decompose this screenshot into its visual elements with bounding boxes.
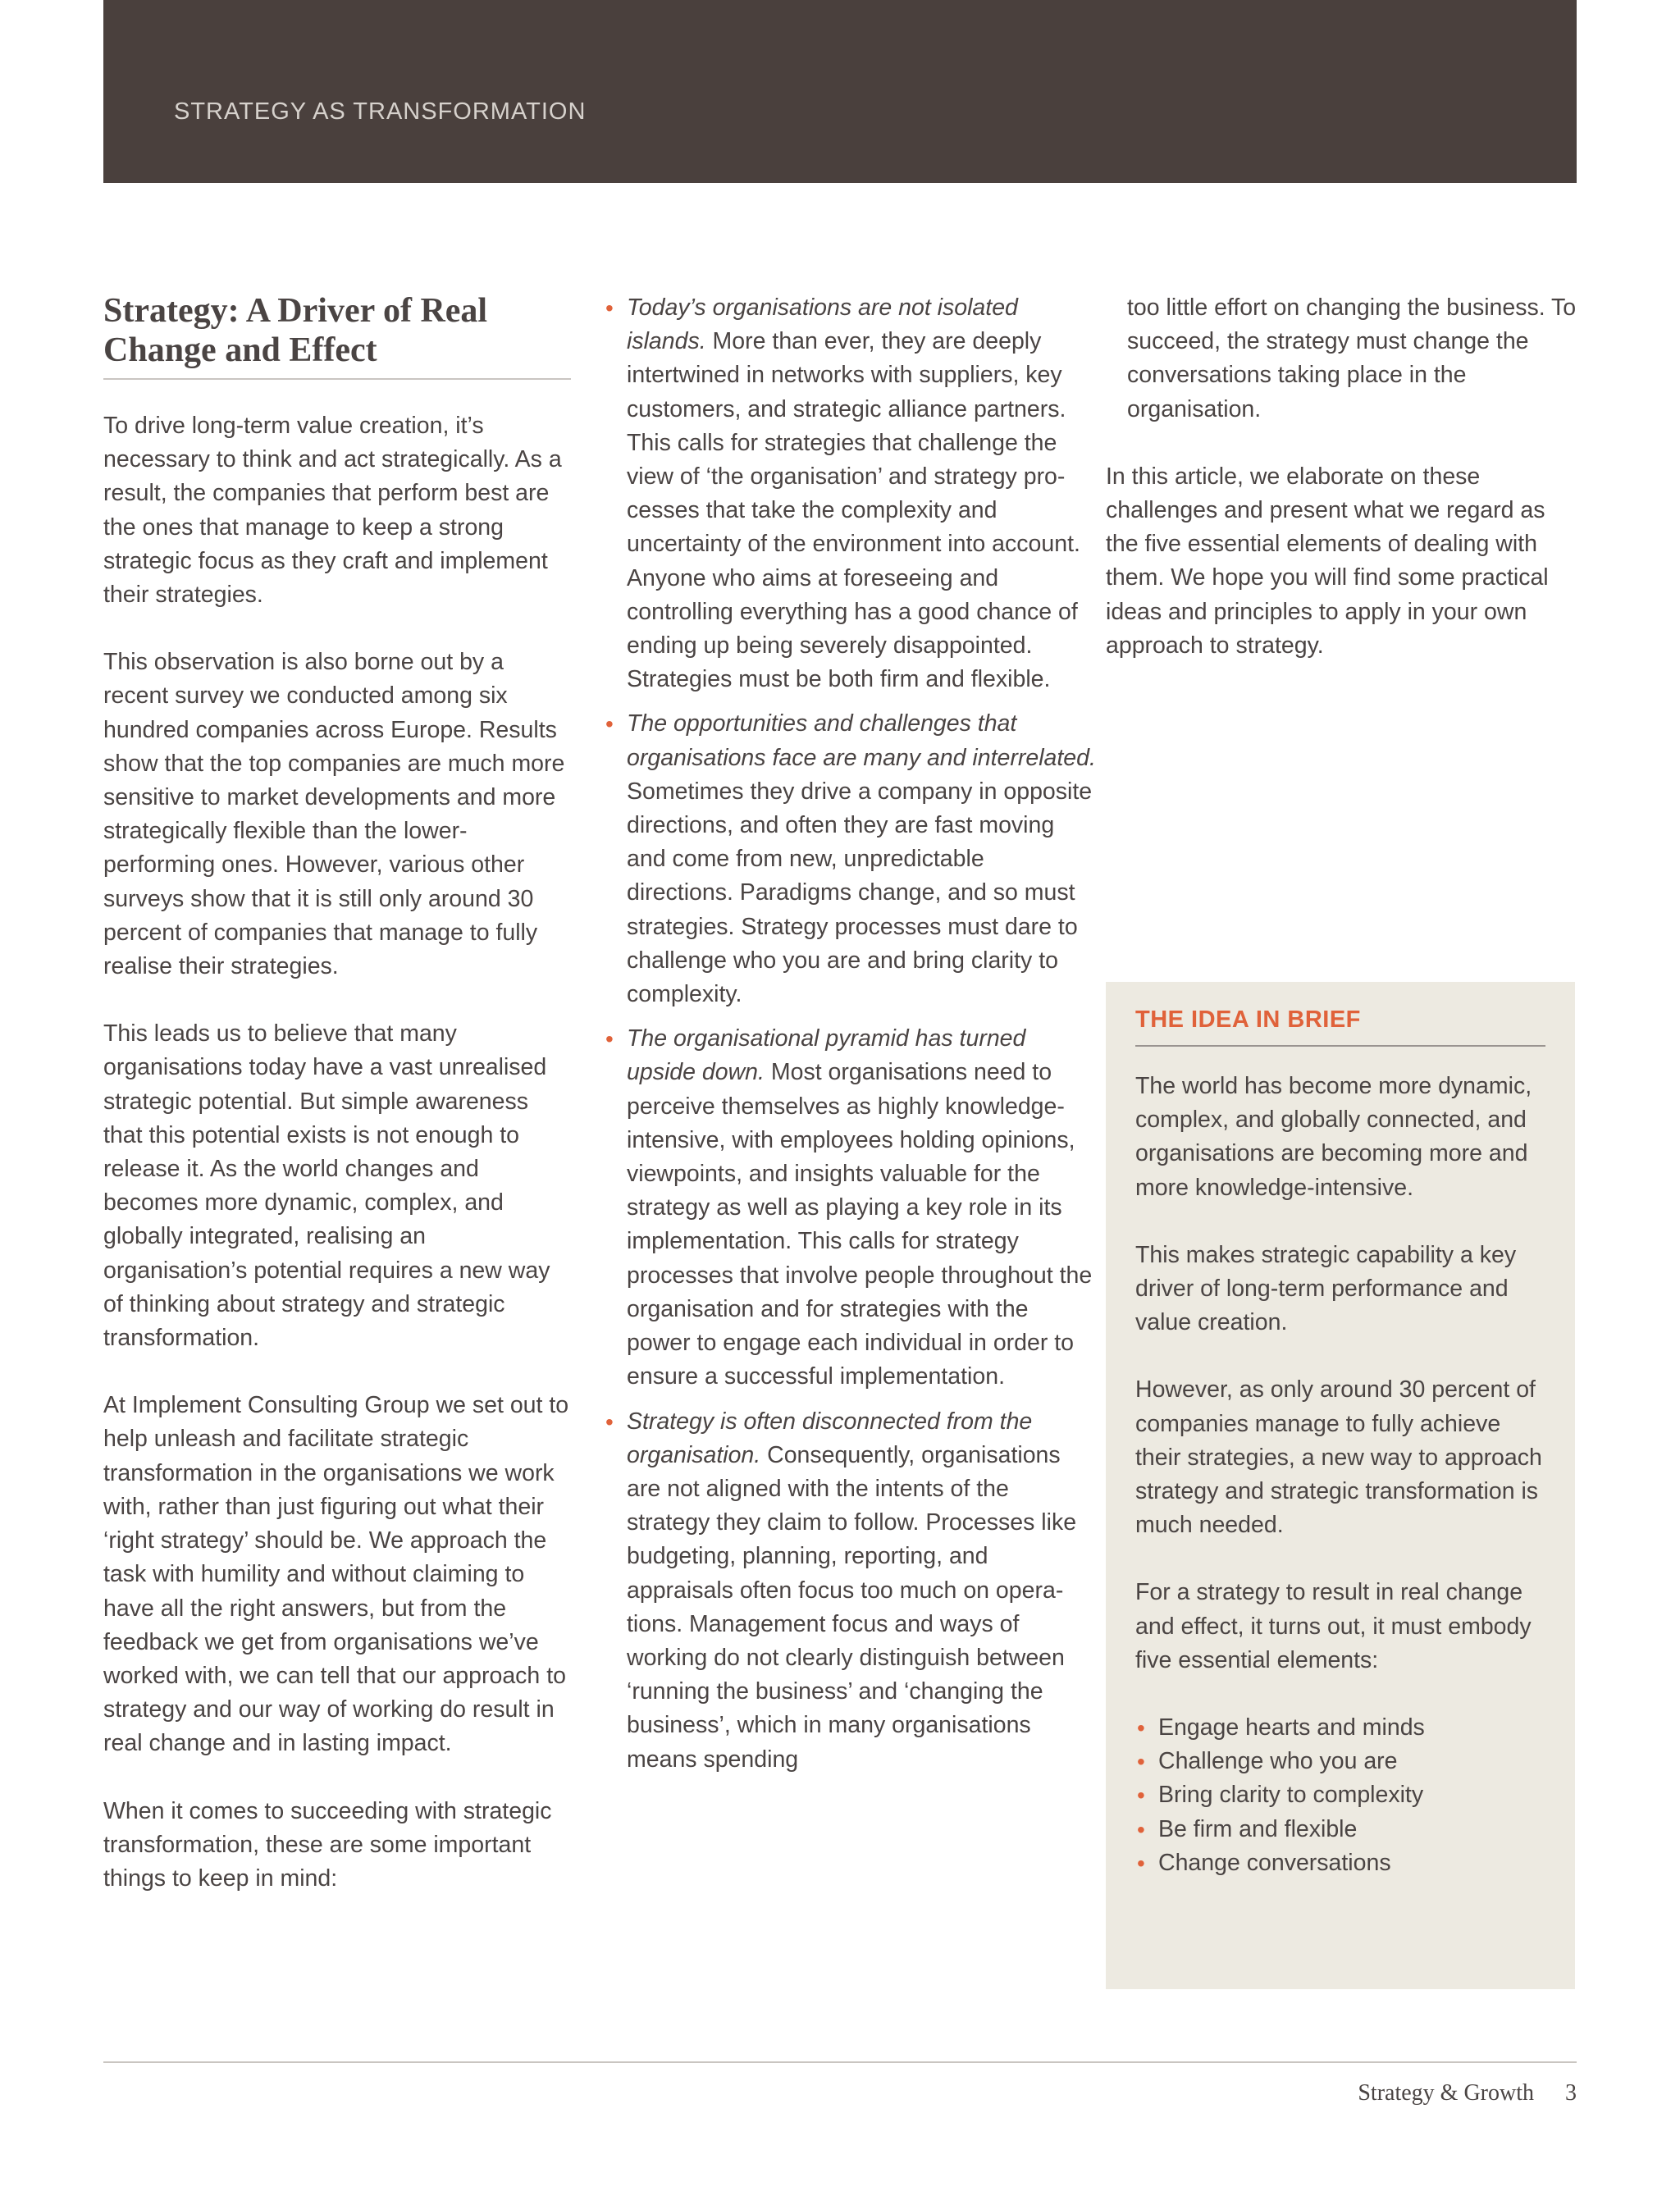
bullet-icon: • xyxy=(605,1026,614,1052)
bullet-body: Consequently, organisations are not aligned with the intents of the strategy they claim to follow. Processes like budgeting, planning, reporting, and appraisals often focus too much on operations. Management focus and ways of working do not clearly distinguish between ‘running the business’ and ‘changing the business’, which in many organisations means spending xyxy=(627,1441,1077,1773)
bullet-lead: The opportunities and challenges that organisations face are many and interrelated. xyxy=(627,710,1096,771)
survey-paragraph: This observation is also borne out by a recent survey we conducted among six hundred companies across Europe. Results show that the top companies are much more sensitive to market developments and more strategically flexible than the lower-performing ones. However, various other surveys show that it is still only around 30 percent of companies that manage to fully realise their strategies. xyxy=(103,649,565,980)
bullet-icon: • xyxy=(1137,1715,1145,1741)
bullet-lead: Today’s organisations are not isolated islands. xyxy=(627,294,1018,355)
bullet-icon: • xyxy=(1137,1782,1145,1809)
approach-paragraph: At Implement Consulting Group we set out to help unleash and facilitate strategic transformation in the organisations we work with, rather than just figuring out what their ‘right strategy’ should be. We approach the task with humility and without claiming to have all the right answers, but from the feedback we get from organisations we’ve worked with, we can tell that our approach to strategy and our way of working do result in real change and in lasting impact. xyxy=(103,1392,569,1757)
list-item xyxy=(604,1022,1096,1394)
intro-paragraph: To drive long-term value creation, it’s necessary to think and act strategically. As a result, the companies that perform best are the ones that manage to keep a strong strategic focus as they craft and implement their strategies. xyxy=(103,413,562,609)
bullet-icon: • xyxy=(1137,1850,1145,1876)
bullet-icon: • xyxy=(1137,1749,1145,1775)
article-overview-paragraph: In this article, we elaborate on these challenges and present what we regard as the five essential elements of dealing with them. We hope you will find some practical ideas and principles to apply in your own approach to strategy. xyxy=(1106,463,1549,659)
bullet-body: Most organisations need to perceive themselves as highly knowledge-intensive, with employees holding opinions, viewpoints, and insights valuable for the strategy as well as playing a key role in its implementation. This calls for strategy processes that involve people throughout the organisation and for strategies with the power to engage each individual in order to ensure a successful implementation. xyxy=(627,1059,1093,1390)
list-item xyxy=(1135,1778,1545,1812)
column-1 xyxy=(103,291,571,1896)
idea-in-brief-heading: THE IDEA IN BRIEF xyxy=(1135,1006,1545,1047)
page-footer xyxy=(1358,2080,1577,2106)
list-item xyxy=(604,1405,1096,1777)
bullet-lead: The organisational pyramid has turned upside down. xyxy=(627,1025,1026,1086)
element-label: Challenge who you are xyxy=(1158,1748,1398,1775)
bullet-icon: • xyxy=(605,711,614,737)
bullet-icon: • xyxy=(605,295,614,321)
list-item xyxy=(1135,1745,1545,1778)
page-number: 3 xyxy=(1565,2080,1577,2106)
element-label: Bring clarity to complexity xyxy=(1158,1782,1424,1809)
keep-in-mind-paragraph: When it comes to succeeding with strategic transformation, these are some important things to keep in mind: xyxy=(103,1797,552,1892)
bullet-lead: Strategy is often disconnected from the organisation. xyxy=(627,1408,1033,1468)
bullet-body: More than ever, they are deeply intertwined in networks with suppliers, key customers, and strategic alliance partners. This calls for strategies that challenge the view of ‘the organisation’ and strategy processes that take the complexity and uncertainty of the environment into account. Anyone who aims at foreseeing and controlling everything has a good chance of ending up being severely disappointed. Strategies must be both firm and flexible. xyxy=(627,328,1080,693)
bullet-icon: • xyxy=(1137,1816,1145,1842)
column-2 xyxy=(604,291,1096,1787)
list-item xyxy=(1135,1846,1545,1880)
list-item xyxy=(1135,1711,1545,1745)
footer-divider xyxy=(103,2061,1577,2063)
bullet-body: Sometimes they drive a company in opposite directions, and often they are fast moving and come from new, unpredictable directions. Paradigms change, and so must strategies. Strategy processes must dare to challenge who you are and bring clarity to complexity. xyxy=(627,778,1093,1008)
column-3 xyxy=(1106,291,1582,663)
potential-paragraph: This leads us to believe that many organisations today have a vast unrealised strategic potential. But simple awareness that this potential exists is not enough to release it. As the world changes and becomes more dynamic, complex, and globally integrated, realising an organisation’s potential requires a new way of thinking about strategy and strategic transformation. xyxy=(103,1020,550,1352)
list-item xyxy=(604,291,1096,696)
bullet-continuation: too little effort on changing the business. To succeed, the strategy must change the conversations taking place in the organisation. xyxy=(1127,294,1577,422)
element-label: Be firm and flexible xyxy=(1158,1815,1358,1842)
section-title: STRATEGY AS TRANSFORMATION xyxy=(174,98,587,125)
article-title-line-1: Strategy: A Driver of Real xyxy=(103,292,488,330)
article-title xyxy=(103,291,571,380)
list-item xyxy=(1135,1813,1545,1846)
brief-paragraph: The world has become more dynamic, complex, and globally connected, and organisations are becoming more and more knowledge-intensive. xyxy=(1135,1073,1532,1201)
brief-paragraph: However, as only around 30 percent of companies manage to fully achieve their strategies, a new way to approach strategy and strategic transformation is much needed. xyxy=(1135,1376,1542,1539)
element-label: Engage hearts and minds xyxy=(1158,1714,1425,1741)
list-item xyxy=(604,707,1096,1011)
bullet-icon: • xyxy=(605,1408,614,1435)
brief-paragraph: This makes strategic capability a key driver of long-term performance and value creation. xyxy=(1135,1241,1517,1336)
publication-name: Strategy & Growth xyxy=(1358,2080,1534,2106)
brief-paragraph: For a strategy to result in real change and effect, it turns out, it must embody five essential elements: xyxy=(1135,1579,1532,1673)
idea-in-brief-box xyxy=(1106,982,1575,1989)
essential-elements-list xyxy=(1135,1711,1545,1880)
considerations-list xyxy=(604,291,1096,1777)
header-bar xyxy=(103,0,1577,183)
article-title-line-2: Change and Effect xyxy=(103,331,377,369)
element-label: Change conversations xyxy=(1158,1849,1391,1876)
